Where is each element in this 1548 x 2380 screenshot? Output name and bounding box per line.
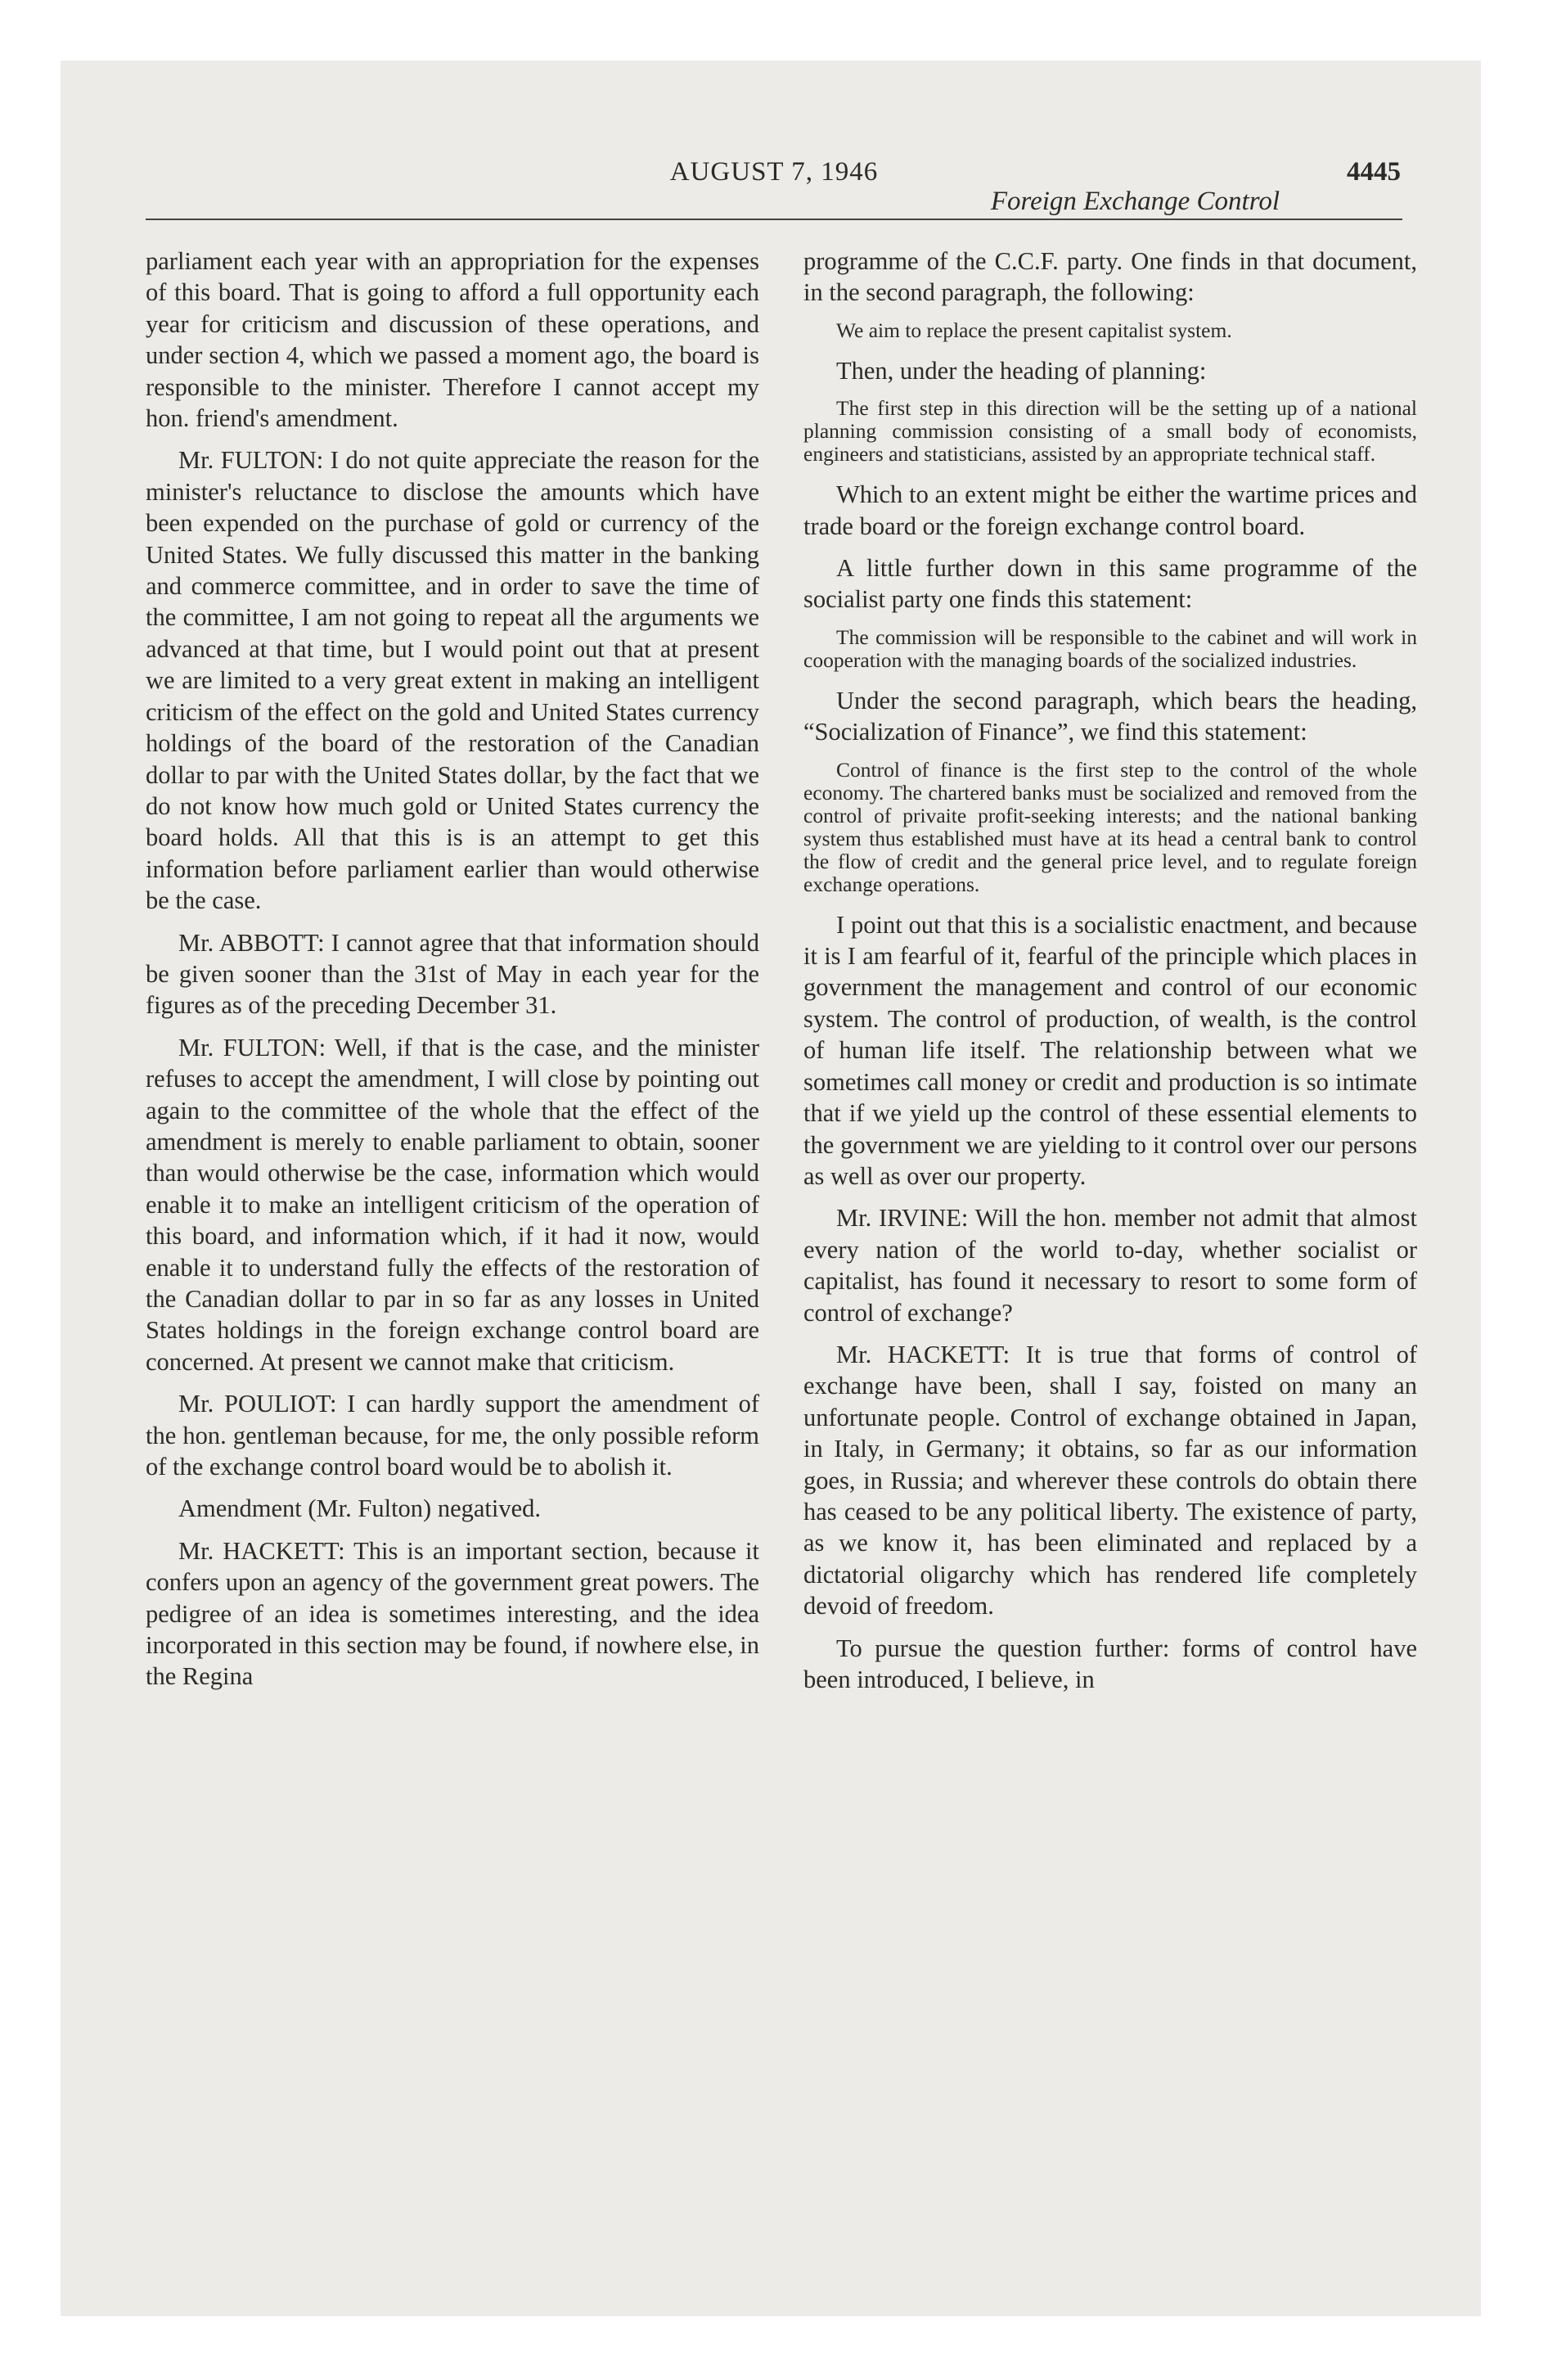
paragraph: I point out that this is a socialistic enactment, and because it is I am fearful of it, fearful of the principle which places in government the management and control of our economic system. The control of production, of wealth, is the control of human life itself. The relationship between what we sometimes call money or credit and production is so intimate that if we yield up the control of these essential elements to the government we are yielding to it control over our persons as well as over our property. <box>803 910 1417 1190</box>
paragraph: Mr. FULTON: Well, if that is the case, and the minister refuses to accept the amendment, I will close by pointing out again to the committee of the whole that the effect of the amendment is merely to enable parliament to obtain, sooner than would otherwise be the case, information which would enable it to make an intelligent criticism of the operation of this board, and information which, if it had it now, would enable it to understand fully the effects of the restoration of the Canadian dollar to par in so far as any losses in United States holdings in the foreign exchange control board are concerned. At present we cannot make that criticism. <box>146 1033 759 1376</box>
paragraph: Mr. HACKETT: It is true that forms of control of exchange have been, shall I say, foisted on many an unfortunate people. Control of exchange obtained in Japan, in Italy, in Germany; it obtains, so far as our information goes, in Russia; and wherever these controls do obtain there has ceased to be any political liberty. The existence of party, as we know it, has been eliminated and replaced by a dictatorial oligarchy which has rendered life completely devoid of freedom. <box>803 1340 1417 1620</box>
page-number: 4445 <box>1347 157 1401 187</box>
paragraph: Then, under the heading of planning: <box>836 356 1207 385</box>
paragraph: Which to an extent might be either the wartime prices and trade board or the foreign exchange control board. <box>803 480 1417 540</box>
paragraph: Amendment (Mr. Fulton) negatived. <box>178 1494 542 1523</box>
paragraph: Mr. HACKETT: This is an important section, because it confers upon an agency of the government great powers. The pedigree of an idea is sometimes interesting, and the idea incorporated in this section may be found, if nowhere else, in the Regina <box>146 1536 759 1691</box>
quotation: The first step in this direction will be the setting up of a national planning commission consisting of a small body of economists, engineers and statisticians, assisted by an appropriate technical staff. <box>803 396 1417 467</box>
paragraph: Mr. IRVINE: Will the hon. member not admit that almost every nation of the world to-day, whether socialist or capitalist, has found it necessary to resort to some form of control of exchange? <box>803 1204 1417 1327</box>
right-column <box>803 246 1417 1706</box>
paragraph: parliament each year with an appropriation for the expenses of this board. That is going to afford a full opportunity each year for criticism and discussion of these operations, and under section 4, which we passed a moment ago, the board is responsible to the minister. Therefore I cannot accept my hon. friend's amendment. <box>146 247 759 433</box>
paragraph: Mr. ABBOTT: I cannot agree that that information should be given sooner than the 31st of May in each year for the figures as of the preceding December 31. <box>146 928 759 1020</box>
section-title: Foreign Exchange Control <box>990 187 1280 216</box>
paragraph: programme of the C.C.F. party. One finds in that document, in the second paragraph, the following: <box>803 247 1417 307</box>
quotation: Control of finance is the first step to the control of the whole economy. The chartered banks must be socialized and removed from the control of privaite profit-seeking interests; and the national banking system thus established must have at its head a central bank to control the flow of credit and the general price level, and to regulate foreign exchange operations. <box>803 757 1417 896</box>
quotation: We aim to replace the present capitalist system. <box>836 318 1232 342</box>
quotation: The commission will be responsible to the cabinet and will work in cooperation with the managing boards of the socialized industries. <box>803 624 1417 672</box>
left-column <box>146 246 759 1703</box>
header-date: AUGUST 7, 1946 <box>669 157 879 187</box>
paragraph: To pursue the question further: forms of control have been introduced, I believe, in <box>803 1634 1417 1693</box>
page-header <box>146 149 1402 220</box>
paragraph: Under the second paragraph, which bears the heading, “Socialization of Finance”, we find this statement: <box>803 686 1417 746</box>
paragraph: Mr. FULTON: I do not quite appreciate the reason for the minister's reluctance to disclose the amounts which have been expended on the purchase of gold or currency of the United States. We fully discussed this matter in the banking and commerce committee, and in order to save the time of the committee, I am not going to repeat all the arguments we advanced at that time, but I would point out that at present we are limited to a very great extent in making an intelligent criticism of the effect on the gold and United States currency holdings of the board of the restoration of the Canadian dollar to par with the United States dollar, by the fact that we do not know how much gold or United States currency the board holds. All that this is is an attempt to get this information before parliament earlier than would otherwise be the case. <box>146 446 759 915</box>
paragraph: A little further down in this same programme of the socialist party one finds this statement: <box>803 554 1417 614</box>
paragraph: Mr. POULIOT: I can hardly support the amendment of the hon. gentleman because, for me, the only possible reform of the exchange control board would be to abolish it. <box>146 1390 759 1481</box>
